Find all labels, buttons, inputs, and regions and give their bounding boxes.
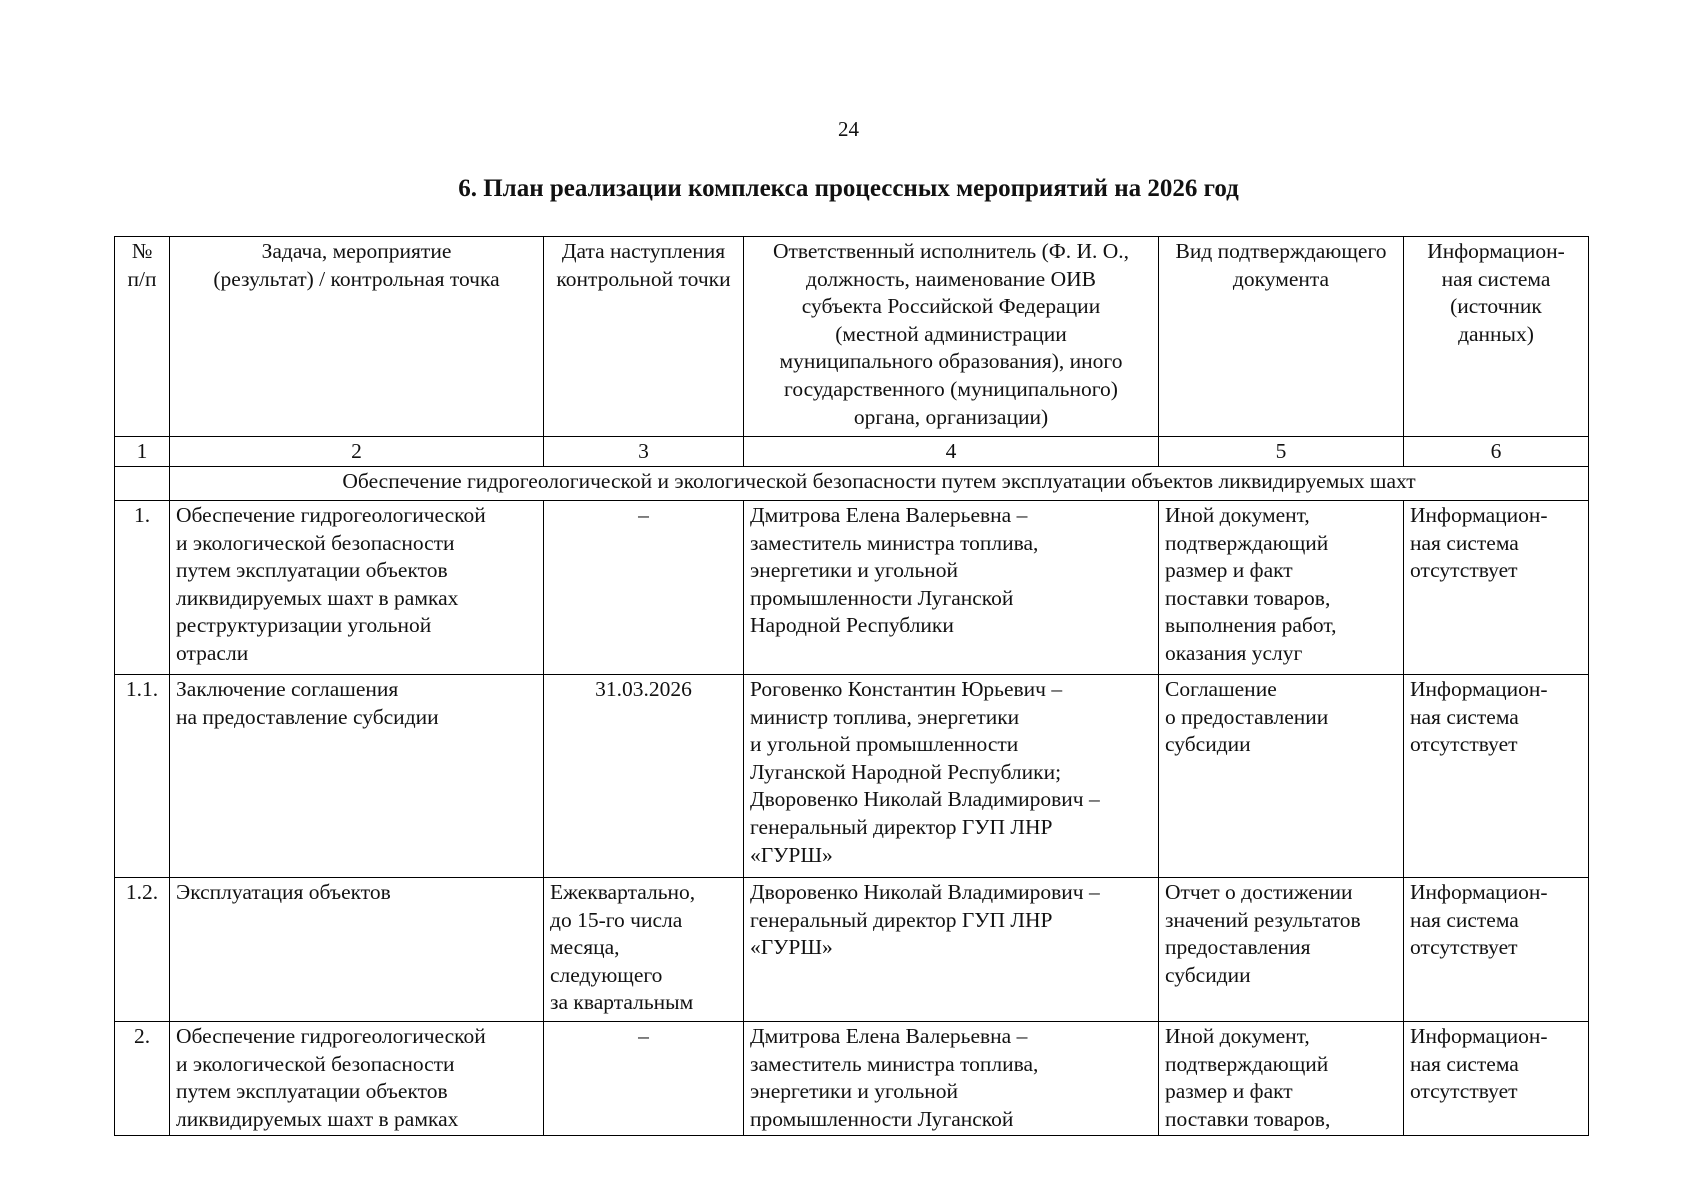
row-document: Иной документ, подтверждающий размер и факт поставки товаров, выполнения работ, оказания услуг (1159, 501, 1404, 675)
row-number: 1. (115, 501, 170, 675)
row-document: Иной документ, подтверждающий размер и факт поставки товаров, (1159, 1022, 1404, 1136)
header-system: Информацион- ная система (источник данных) (1404, 237, 1589, 437)
row-system: Информацион- ная система отсутствует (1404, 1022, 1589, 1136)
column-number: 3 (544, 437, 744, 467)
table-row (115, 878, 1589, 1022)
row-system: Информацион- ная система отсутствует (1404, 878, 1589, 1022)
row-system: Информацион- ная система отсутствует (1404, 675, 1589, 878)
row-task: Обеспечение гидрогеологической и экологической безопасности путем эксплуатации объектов ликвидируемых шахт в рамках реструктуризации угольной отрасли (170, 501, 544, 675)
implementation-plan-table (114, 236, 1589, 1136)
column-number: 4 (744, 437, 1159, 467)
header-date: Дата наступления контрольной точки (544, 237, 744, 437)
column-number: 2 (170, 437, 544, 467)
header-number: № п/п (115, 237, 170, 437)
row-date: 31.03.2026 (544, 675, 744, 878)
column-number: 5 (1159, 437, 1404, 467)
section-empty-cell (115, 467, 170, 501)
row-task: Обеспечение гидрогеологической и экологической безопасности путем эксплуатации объектов ликвидируемых шахт в рамках (170, 1022, 544, 1136)
row-responsible: Роговенко Константин Юрьевич – министр топлива, энергетики и угольной промышленности Луганской Народной Республики; Дворовенко Николай Владимирович – генеральный директор ГУП ЛНР «ГУРШ» (744, 675, 1159, 878)
header-document: Вид подтверждающего документа (1159, 237, 1404, 437)
row-number: 2. (115, 1022, 170, 1136)
row-responsible: Дворовенко Николай Владимирович – генеральный директор ГУП ЛНР «ГУРШ» (744, 878, 1159, 1022)
table-row (115, 675, 1589, 878)
row-task: Заключение соглашения на предоставление субсидии (170, 675, 544, 878)
row-date: Ежеквартально, до 15-го числа месяца, следующего за квартальным (544, 878, 744, 1022)
row-date: – (544, 501, 744, 675)
column-number: 6 (1404, 437, 1589, 467)
section-title: Обеспечение гидрогеологической и экологической безопасности путем эксплуатации объектов ликвидируемых шахт (170, 467, 1589, 501)
row-document: Отчет о достижении значений результатов предоставления субсидии (1159, 878, 1404, 1022)
row-task: Эксплуатация объектов (170, 878, 544, 1022)
page-number: 24 (838, 117, 859, 141)
row-system: Информацион- ная система отсутствует (1404, 501, 1589, 675)
document-title: 6. План реализации комплекса процессных мероприятий на 2026 год (458, 175, 1239, 202)
header-responsible: Ответственный исполнитель (Ф. И. О., должность, наименование ОИВ субъекта Российской Федерации (местной администрации муниципального образования), иного государственного (муниципального) органа, организации) (744, 237, 1159, 437)
row-number: 1.1. (115, 675, 170, 878)
row-document: Соглашение о предоставлении субсидии (1159, 675, 1404, 878)
row-responsible: Дмитрова Елена Валерьевна – заместитель министра топлива, энергетики и угольной промышленности Луганской (744, 1022, 1159, 1136)
column-numbers-row (115, 437, 1589, 467)
table-row (115, 501, 1589, 675)
column-number: 1 (115, 437, 170, 467)
row-number: 1.2. (115, 878, 170, 1022)
header-row (115, 237, 1589, 437)
section-row (115, 467, 1589, 501)
header-task: Задача, мероприятие (результат) / контрольная точка (170, 237, 544, 437)
table-row (115, 1022, 1589, 1136)
row-responsible: Дмитрова Елена Валерьевна – заместитель министра топлива, энергетики и угольной промышленности Луганской Народной Республики (744, 501, 1159, 675)
row-date: – (544, 1022, 744, 1136)
